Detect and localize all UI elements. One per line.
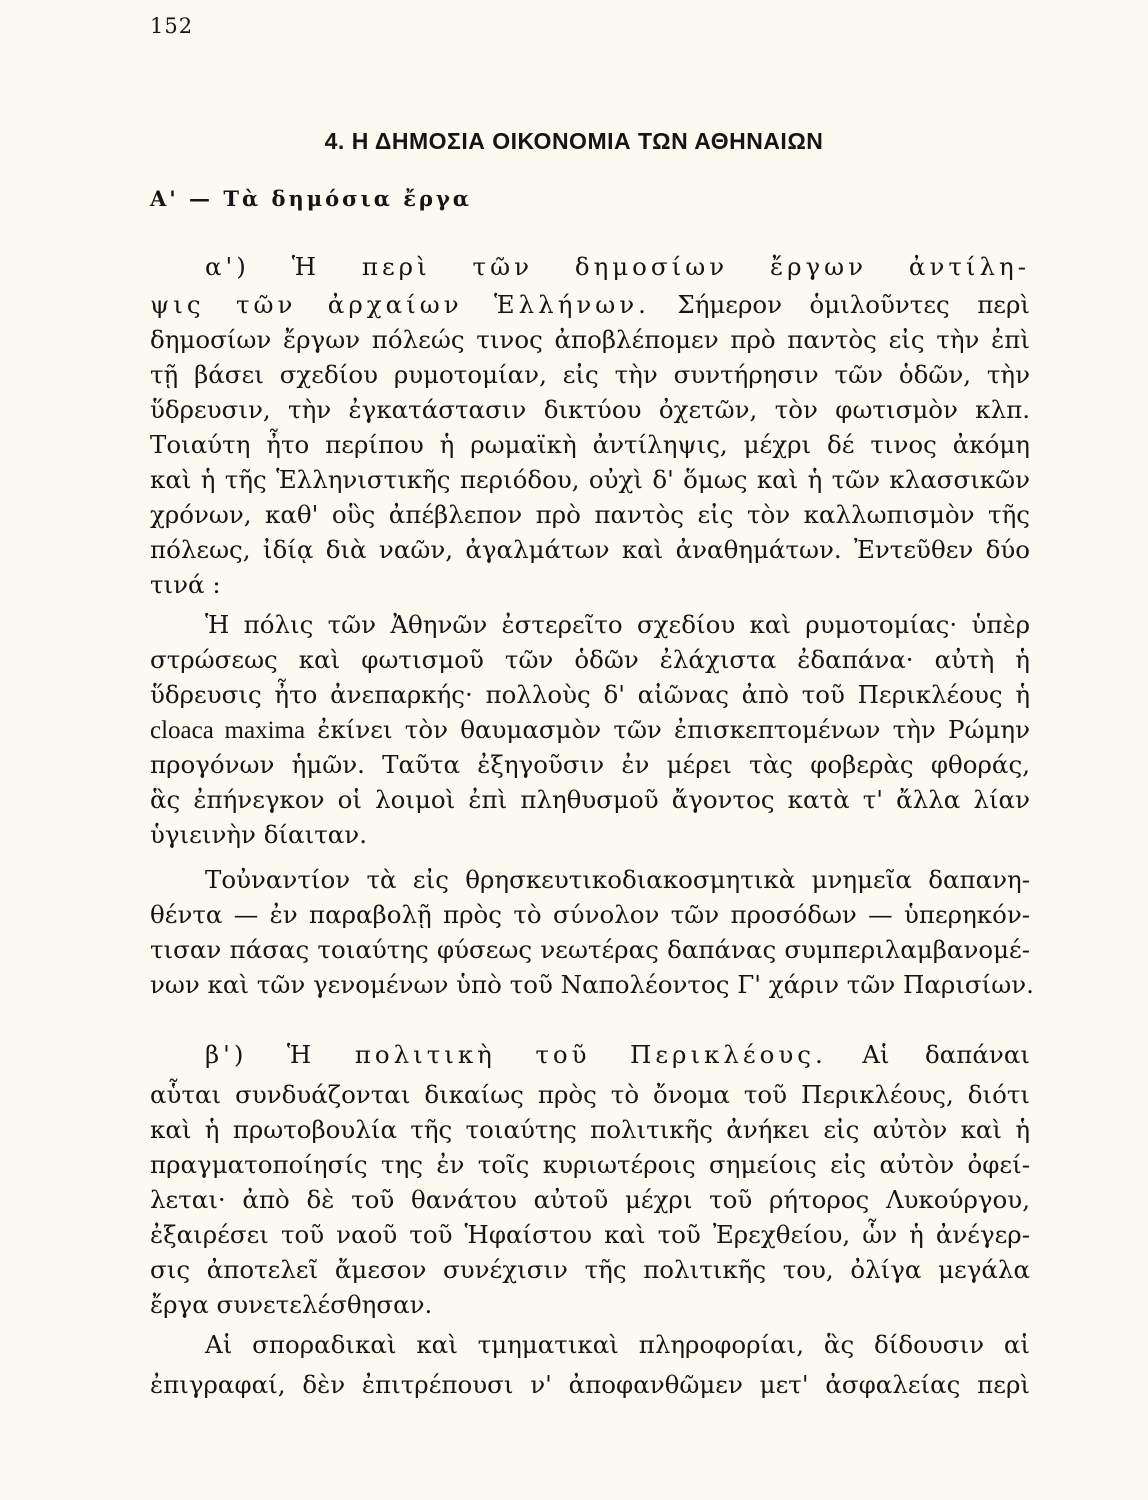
text-line: ὕδρευσις ἦτο ἀνεπαρκής· πολλοὺς δ' αἰῶνας ἀπὸ τοῦ Περικλέους ἡ [150,680,1030,709]
text-line: β') Ἡ πολιτικὴ τοῦ Περικλέους. Αἱ δαπάναι [205,1040,1030,1069]
text-line: τινά : [150,570,221,599]
text-line: προγόνων ἡμῶν. Ταῦτα ἐξηγοῦσιν ἐν μέρει τὰς φοβερὰς φθοράς, [150,750,1030,779]
text-line: ὑγιεινὴν δίαιταν. [150,820,367,849]
text-line: α') Ἡ περὶ τῶν δημοσίων ἔργων ἀντίλη- [205,252,1030,281]
text-line: ἐξαιρέσει τοῦ ναοῦ τοῦ Ἡφαίστου καὶ τοῦ Ἐρεχθείου, ὧν ἡ ἀνέγερ- [150,1220,1030,1249]
text-line: Τοὐναντίον τὰ εἰς θρησκευτικοδιακοσμητικὰ μνημεῖα δαπανη- [205,865,1030,894]
text-line: νων καὶ τῶν γενομένων ὑπὸ τοῦ Ναπολέοντος Γ' χάριν τῶν Παρισίων. [150,970,1034,999]
text-line: δημοσίων ἔργων πόλεώς τινος ἀποβλέπομεν πρὸ παντὸς εἰς τὴν ἐπὶ [150,325,1030,354]
text-line: καὶ ἡ πρωτοβουλία τῆς τοιαύτης πολιτικῆς ἀνήκει εἰς αὐτὸν καὶ ἡ [150,1115,1030,1144]
text-line: Αἱ σποραδικαὶ καὶ τμηματικαὶ πληροφορίαι, ἃς δίδουσιν αἱ [205,1330,1030,1359]
text-line: ἃς ἐπήνεγκον οἱ λοιμοὶ ἐπὶ πληθυσμοῦ ἄγοντος κατὰ τ' ἄλλα λίαν [150,785,1030,814]
text-line: καὶ ἡ τῆς Ἑλληνιστικῆς περιόδου, οὐχὶ δ' ὅμως καὶ ἡ τῶν κλασσικῶν [150,465,1030,494]
text-line: Τοιαύτη ἦτο περίπου ἡ ρωμαϊκὴ ἀντίληψις, μέχρι δέ τινος ἀκόμη [150,430,1030,459]
chapter-title: 4. Η ΔΗΜΟΣΙΑ ΟΙΚΟΝΟΜΙΑ ΤΩΝ ΑΘΗΝΑΙΩΝ [324,128,824,154]
text-line: στρώσεως καὶ φωτισμοῦ τῶν ὁδῶν ἐλάχιστα ἐδαπάνα· αὐτὴ ἡ [150,645,1030,674]
text-line: ψις τῶν ἀρχαίων Ἑλλήνων. Σήμερον ὁμιλοῦντες περὶ [150,290,1030,319]
text-line: τῇ βάσει σχεδίου ρυμοτομίαν, εἰς τὴν συντήρησιν τῶν ὁδῶν, τὴν [150,360,1030,389]
text-line: τισαν πάσας τοιαύτης φύσεως νεωτέρας δαπάνας συμπεριλαμβανομέ- [150,935,1030,964]
text-line: αὗται συνδυάζονται δικαίως πρὸς τὸ ὄνομα τοῦ Περικλέους, διότι [150,1080,1030,1109]
section-heading: Α' — Τὰ δημόσια ἔργα [150,186,472,211]
text-line: πόλεως, ἰδίᾳ διὰ ναῶν, ἀγαλμάτων καὶ ἀναθημάτων. Ἐντεῦθεν δύο [150,535,1030,564]
text-line: cloaca maxima ἐκίνει τὸν θαυμασμὸν τῶν ἐπισκεπτομένων τὴν Ρώμην [150,715,1030,744]
text-line: ὕδρευσιν, τὴν ἐγκατάστασιν δικτύου ὀχετῶν, τὸν φωτισμὸν κλπ. [150,395,1030,424]
text-line: Ἡ πόλις τῶν Ἀθηνῶν ἐστερεῖτο σχεδίου καὶ ρυμοτομίας· ὑπὲρ [205,610,1030,639]
text-line: σις ἀποτελεῖ ἄμεσον συνέχισιν τῆς πολιτικῆς του, ὀλίγα μεγάλα [150,1255,1030,1284]
text-line: θέντα — ἐν παραβολῇ πρὸς τὸ σύνολον τῶν προσόδων — ὑπερηκόν- [150,900,1030,929]
page-number: 152 [150,14,194,38]
text-line: χρόνων, καθ' οὓς ἀπέβλεπον πρὸ παντὸς εἰς τὸν καλλωπισμὸν τῆς [150,500,1030,529]
text-line: λεται· ἀπὸ δὲ τοῦ θανάτου αὐτοῦ μέχρι τοῦ ρήτορος Λυκούργου, [150,1185,1030,1214]
text-line: ἔργα συνετελέσθησαν. [150,1290,433,1319]
text-line: πραγματοποίησίς της ἐν τοῖς κυριωτέροις σημείοις εἰς αὐτὸν ὀφεί- [150,1150,1030,1179]
text-line: ἐπιγραφαί, δὲν ἐπιτρέπουσι ν' ἀποφανθῶμεν μετ' ἀσφαλείας περὶ [150,1370,1030,1399]
